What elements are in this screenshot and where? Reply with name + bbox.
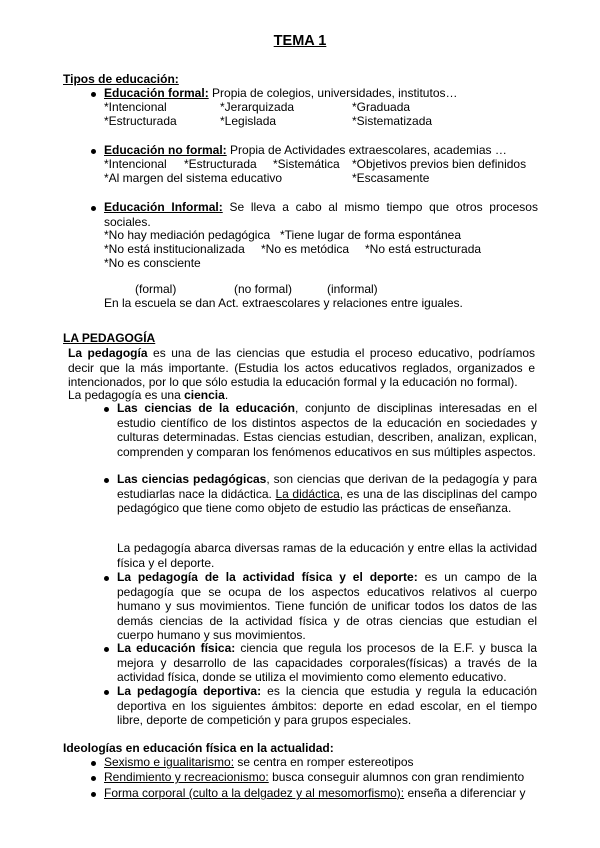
informal-line bbox=[104, 200, 538, 229]
informal-feature: *No está estructurada bbox=[365, 242, 482, 256]
bullet-icon bbox=[91, 761, 96, 766]
informal-feature: *No está institucionalizada bbox=[104, 242, 245, 256]
bullet-icon bbox=[91, 776, 96, 781]
pedagogia-item bbox=[117, 401, 537, 459]
no-formal-feature: *Sistemática bbox=[273, 157, 340, 171]
item-text: ciencia que regula los procesos de la E.F. y busca la mejora y desarrollo de las capacidades corporales(físicas) a través de la actividad física, donde se utiliza el movimiento como elemento educativo. bbox=[117, 641, 537, 685]
formal-line bbox=[104, 86, 458, 101]
item-text: es la ciencia que estudia y regula la educación deportiva en los siguientes ámbitos: deporte en edad escolar, en el tiempo libre, deporte de competición y para grupos especiales. bbox=[117, 684, 537, 728]
bullet-icon bbox=[104, 407, 109, 412]
ciencia-pre: La pedagogía es una bbox=[68, 388, 185, 402]
ideologia-text: enseña a diferenciar y bbox=[404, 786, 526, 800]
ideologia-label: Forma corporal (culto a la delgadez y al mesomorfismo): bbox=[104, 786, 405, 800]
type-label: (no formal) bbox=[234, 282, 293, 296]
item-bold: La pedagogía deportiva: bbox=[117, 684, 262, 698]
formal-label: Educación formal: bbox=[104, 86, 209, 100]
item-text: , conjunto de disciplinas interesadas en el estudio científico de los distintos aspectos de la educación en sociedades y culturas determinadas. Estas ciencias estudian, describen, analizan, explican, comprenden y comparan los fenómenos educativos en sus múltiples aspectos. bbox=[117, 401, 538, 459]
ideologia-item bbox=[104, 786, 526, 801]
formal-feature: *Intencional bbox=[104, 100, 167, 114]
pedagogia-item bbox=[117, 684, 537, 728]
ideologia-item bbox=[104, 770, 524, 785]
formal-feature: *Estructurada bbox=[104, 114, 177, 128]
item-bold: La pedagogía de la actividad física y el deporte: bbox=[117, 570, 418, 584]
bullet-icon bbox=[104, 690, 109, 695]
item-bold: Las ciencias pedagógicas bbox=[117, 472, 267, 486]
ideologia-label: Sexismo e igualitarismo: bbox=[104, 755, 235, 769]
bullet-icon bbox=[91, 149, 96, 154]
no-formal-label: Educación no formal: bbox=[104, 143, 227, 157]
item-text: es un campo de la pedagogía que se ocupa de los aspectos educativos relativos al cuerpo humano y sus movimientos. Tiene función de unificar todos los datos de las demás ciencias de la actividad física y de otras ciencias que estudian el cuerpo humano y sus movimientos. bbox=[117, 570, 537, 643]
informal-feature: *No hay mediación pedagógica bbox=[104, 228, 271, 242]
tipos-heading: Tipos de educación: bbox=[63, 72, 179, 86]
formal-feature: *Graduada bbox=[352, 100, 411, 114]
abarca-note: La pedagogía abarca diversas ramas de la educación y entre ellas la actividad física y el deporte. bbox=[117, 541, 537, 570]
item-text: , son ciencias que derivan de la pedagogía y para estudiarlas nace la didáctica. bbox=[117, 472, 537, 501]
intro-bold: La pedagogía bbox=[68, 346, 148, 360]
pedagogia-item bbox=[117, 570, 537, 643]
informal-feature: *No es consciente bbox=[104, 256, 201, 270]
pedagogia-item bbox=[117, 641, 537, 685]
pedagogia-heading: LA PEDAGOGÍA bbox=[63, 331, 156, 345]
ideologia-text: se centra en romper estereotipos bbox=[234, 755, 414, 769]
no-formal-feature: *Escasamente bbox=[352, 171, 430, 185]
bullet-icon bbox=[91, 792, 96, 797]
item-underline: La didáctica bbox=[275, 486, 340, 501]
ideologia-item bbox=[104, 755, 414, 770]
ciencia-post: . bbox=[224, 388, 229, 402]
pedagogia-intro bbox=[68, 346, 535, 390]
item-bold: Las ciencias de la educación bbox=[117, 401, 295, 415]
bullet-icon bbox=[104, 478, 109, 483]
informal-label: Educación Informal: bbox=[104, 200, 223, 214]
pedagogia-item bbox=[117, 472, 537, 516]
no-formal-feature: *Al margen del sistema educativo bbox=[104, 171, 283, 185]
no-formal-feature: *Objetivos previos bien definidos bbox=[352, 157, 527, 171]
ciencia-bold: ciencia bbox=[184, 388, 225, 402]
ideologias-heading: Ideologías en educación física en la actualidad: bbox=[63, 741, 334, 755]
formal-feature: *Legislada bbox=[220, 114, 277, 128]
bullet-icon bbox=[91, 206, 96, 211]
bullet-icon bbox=[104, 576, 109, 581]
intro-text: es una de las ciencias que estudia el proceso educativo, podríamos decir que la más importante. (Estudia los actos educativos reglados, organizados e intencionados, por lo que sólo estudia la educación formal y la educación no formal). bbox=[68, 346, 536, 390]
informal-desc: Se lleva a cabo al mismo tiempo que otros procesos sociales. bbox=[104, 200, 538, 229]
no-formal-line bbox=[104, 143, 507, 158]
type-label: (informal) bbox=[327, 282, 378, 296]
item-text2: , es una de las disciplinas del campo pedagógico que tiene como objeto de estudio las prácticas de enseñanza. bbox=[117, 486, 537, 516]
ideologia-text: busca conseguir alumnos con gran rendimiento bbox=[268, 770, 525, 784]
informal-feature: *Tiene lugar de forma espontánea bbox=[280, 228, 462, 242]
formal-feature: *Jerarquizada bbox=[220, 100, 295, 114]
formal-feature: *Sistematizada bbox=[352, 114, 433, 128]
formal-desc: Propia de colegios, universidades, institutos… bbox=[208, 86, 458, 100]
bullet-icon bbox=[104, 647, 109, 652]
no-formal-feature: *Estructurada bbox=[184, 157, 257, 171]
item-bold: La educación física: bbox=[117, 641, 236, 655]
ideologia-label: Rendimiento y recreacionismo: bbox=[104, 770, 269, 784]
informal-feature: *No es metódica bbox=[261, 242, 350, 256]
no-formal-feature: *Intencional bbox=[104, 157, 167, 171]
type-label: (formal) bbox=[135, 282, 177, 296]
escuela-note: En la escuela se dan Act. extraescolares y relaciones entre iguales. bbox=[104, 296, 463, 310]
page-title: TEMA 1 bbox=[273, 33, 327, 49]
bullet-icon bbox=[91, 92, 96, 97]
no-formal-desc: Propia de Actividades extraescolares, academias … bbox=[226, 143, 507, 157]
